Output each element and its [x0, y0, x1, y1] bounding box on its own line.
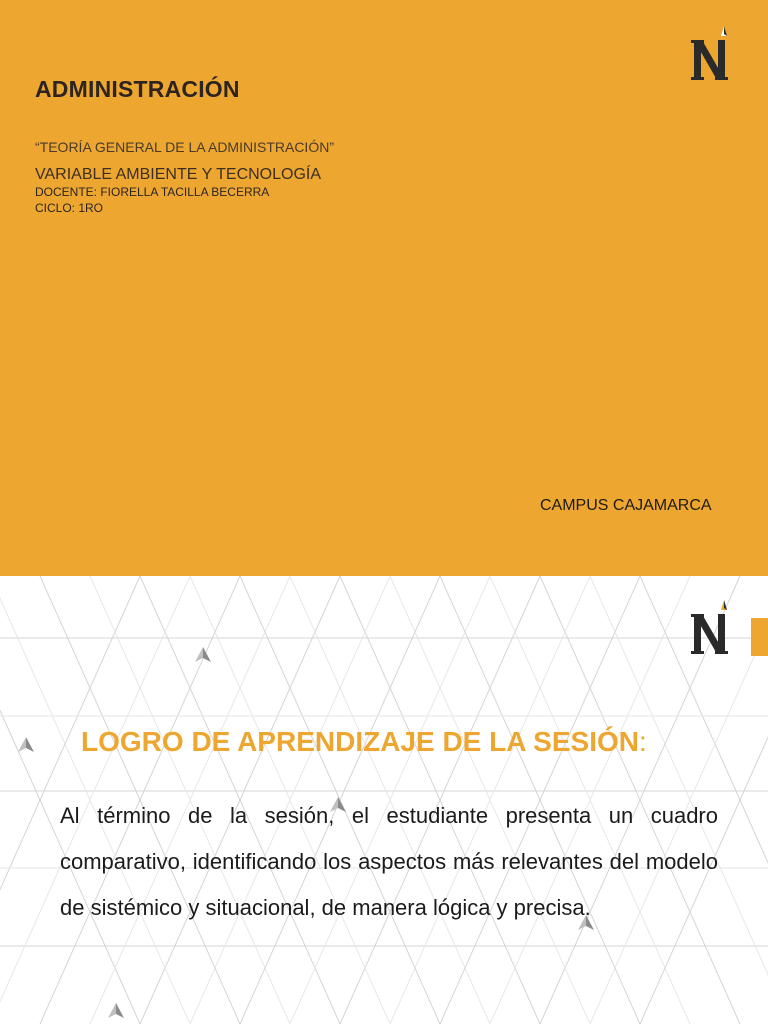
- course-subtitle: “TEORÍA GENERAL DE LA ADMINISTRACIÓN”: [35, 139, 334, 155]
- n-compass-logo-icon: [690, 598, 732, 658]
- triangle-ornament-icon: [106, 1002, 126, 1020]
- topic-title: VARIABLE AMBIENTE Y TECNOLOGÍA: [35, 166, 322, 183]
- learning-goal-heading-text: LOGRO DE APRENDIZAJE DE LA SESIÓN: [81, 726, 639, 757]
- triangle-ornament-icon: [16, 736, 36, 754]
- learning-goal-slide: [0, 576, 768, 1024]
- triangle-ornament-icon: [193, 646, 213, 664]
- slide-title: ADMINISTRACIÓN: [35, 76, 240, 102]
- accent-tab: [751, 618, 768, 656]
- learning-goal-heading: [81, 726, 647, 758]
- teacher-label: DOCENTE: FIORELLA TACILLA BECERRA: [35, 185, 270, 199]
- learning-goal-text: Al término de la sesión, el estudiante presenta un cuadro comparativo, identificando los aspectos más relevantes del modelo de sistémico y situacional, de manera lógica y precisa.: [60, 803, 718, 920]
- cycle-label: CICLO: 1RO: [35, 201, 104, 215]
- n-compass-logo-icon: [690, 24, 732, 84]
- heading-colon: :: [639, 726, 647, 757]
- campus-label: CAMPUS CAJAMARCA: [540, 497, 712, 514]
